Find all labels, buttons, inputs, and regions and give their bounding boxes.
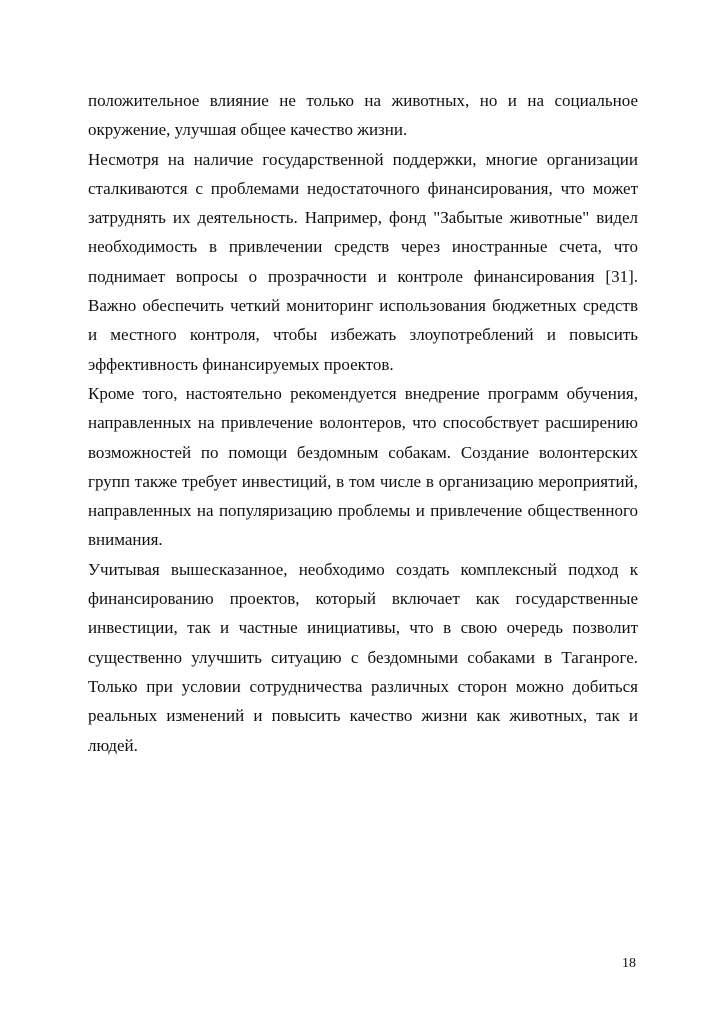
text-line: окружение, улучшая общее качество жизни. — [88, 120, 408, 140]
text-line: эффективность финансируемых проектов. — [88, 354, 394, 374]
text-line: Учитывая вышесказанное, необходимо создать комплексный подход к — [88, 559, 638, 579]
text-line: инвестиции, так и частные инициативы, что в свою очередь позволит — [88, 618, 638, 638]
text-line: Кроме того, настоятельно рекомендуется внедрение программ обучения, — [88, 383, 638, 403]
paragraph — [88, 555, 638, 760]
text-line: возможностей по помощи бездомным собакам. Создание волонтерских — [88, 442, 638, 462]
text-line: и местного контроля, чтобы избежать злоупотреблений и повысить — [88, 325, 638, 345]
text-line: внимания. — [88, 530, 163, 550]
text-line: существенно улучшить ситуацию с бездомными собаками в Таганроге. — [88, 647, 638, 667]
text-line: направленных на привлечение волонтеров, что способствует расширению — [88, 413, 638, 433]
text-line: людей. — [88, 735, 138, 755]
text-line: реальных изменений и повысить качество жизни как животных, так и — [88, 706, 638, 726]
text-line: поднимает вопросы о прозрачности и контроле финансирования [31]. — [88, 266, 638, 286]
body-text — [88, 86, 638, 760]
page-number: 18 — [622, 956, 636, 971]
text-line: сталкиваются с проблемами недостаточного финансирования, что может — [88, 178, 638, 198]
text-line: положительное влияние не только на животных, но и на социальное — [88, 91, 638, 110]
text-line: финансированию проектов, который включает как государственные — [88, 589, 638, 609]
paragraph — [88, 86, 638, 145]
text-line: групп также требует инвестиций, в том числе в организацию мероприятий, — [88, 471, 638, 491]
text-line: Важно обеспечить четкий мониторинг использования бюджетных средств — [88, 296, 638, 316]
text-line: Несмотря на наличие государственной поддержки, многие организации — [88, 149, 638, 169]
text-line: затруднять их деятельность. Например, фонд "Забытые животные" видел — [88, 208, 638, 228]
text-line: необходимость в привлечении средств через иностранные счета, что — [88, 237, 638, 257]
text-line: направленных на популяризацию проблемы и привлечение общественного — [88, 501, 638, 521]
paragraph — [88, 379, 638, 555]
paragraph — [88, 145, 638, 379]
text-line: Только при условии сотрудничества различных сторон можно добиться — [88, 676, 638, 696]
